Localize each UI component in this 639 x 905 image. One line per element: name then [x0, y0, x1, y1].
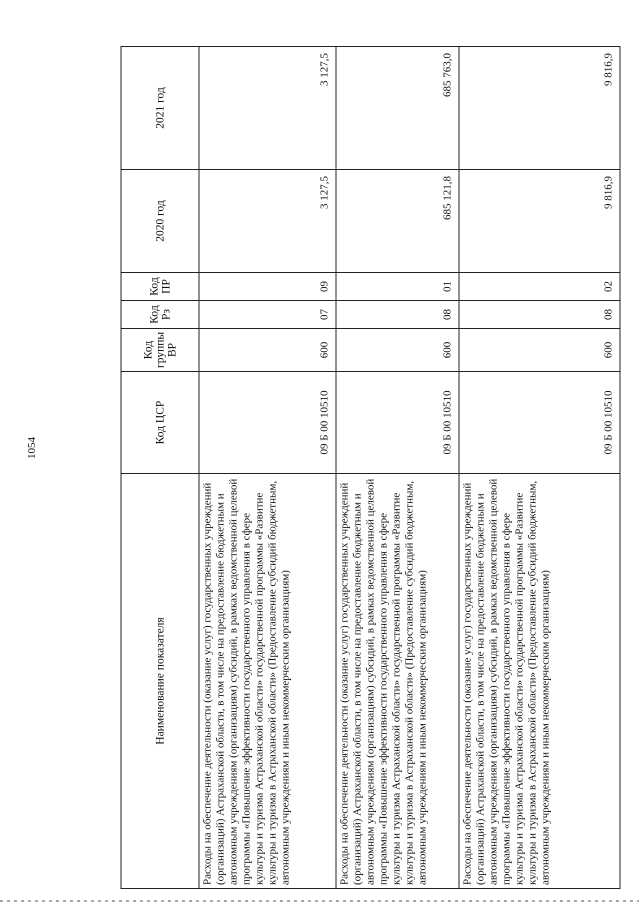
row-rz: 08	[459, 301, 620, 329]
page-number: 1054	[26, 437, 38, 459]
row-2021: 9 816,9	[459, 47, 620, 170]
row-csr: 09 Б 00 10510	[459, 372, 620, 474]
table-row	[459, 47, 620, 889]
budget-table	[121, 46, 621, 889]
row-csr: 09 Б 00 10510	[336, 372, 459, 474]
row-pr: 02	[459, 273, 620, 301]
row-2020: 9 816,9	[459, 170, 620, 273]
row-2021: 685 763,0	[336, 47, 459, 170]
header-2021: 2021 год	[121, 47, 199, 170]
header-name: Наименование показателя	[121, 474, 199, 889]
rotated-table-container	[121, 47, 620, 889]
table-row	[336, 47, 459, 889]
row-vr: 600	[199, 329, 336, 372]
row-vr: 600	[459, 329, 620, 372]
row-name: Расходы на обеспечение деятельности (оказание услуг) государственных учреждений (организаций) Астраханской области, в том числе на предоставление бюджетным и автономным учреждениям (организациям) субсидий, в рамках ведомственной целевой программы «Повышение эффективности государственного управления в сфере культуры и туризма Астраханской области» государственной программы «Развитие культуры и туризма в Астраханской области» (Предоставление субсидий бюджетным, автономным учреждениям и иным некоммерческим организациям)	[199, 474, 336, 889]
scan-edge-line	[0, 900, 639, 902]
table-header-row	[121, 47, 199, 889]
row-name: Расходы на обеспечение деятельности (оказание услуг) государственных учреждений (организаций) Астраханской области, в том числе на предоставление бюджетным и автономным учреждениям (организациям) субсидий, в рамках ведомственной целевой программы «Повышение эффективности государственного управления в сфере культуры и туризма Астраханской области» государственной программы «Развитие культуры и туризма в Астраханской области» (Предоставление субсидий бюджетным, автономным учреждениям и иным некоммерческим организациям)	[459, 474, 620, 889]
row-vr: 600	[336, 329, 459, 372]
row-pr: 09	[199, 273, 336, 301]
header-csr: Код ЦСР	[121, 372, 199, 474]
row-2020: 685 121,8	[336, 170, 459, 273]
row-2021: 3 127,5	[199, 47, 336, 170]
row-pr: 01	[336, 273, 459, 301]
header-vr: Код группы ВР	[121, 329, 199, 372]
row-2020: 3 127,5	[199, 170, 336, 273]
header-pr: Код ПР	[121, 273, 199, 301]
row-csr: 09 Б 00 10510	[199, 372, 336, 474]
row-rz: 08	[336, 301, 459, 329]
header-2020: 2020 год	[121, 170, 199, 273]
header-rz: Код Рз	[121, 301, 199, 329]
row-rz: 07	[199, 301, 336, 329]
table-row	[199, 47, 336, 889]
row-name: Расходы на обеспечение деятельности (оказание услуг) государственных учреждений (организаций) Астраханской области, в том числе на предоставление бюджетным и автономным учреждениям (организациям) субсидий, в рамках ведомственной целевой программы «Повышение эффективности государственного управления в сфере культуры и туризма Астраханской области» государственной программы «Развитие культуры и туризма в Астраханской области» (Предоставление субсидий бюджетным, автономным учреждениям и иным некоммерческим организациям)	[336, 474, 459, 889]
